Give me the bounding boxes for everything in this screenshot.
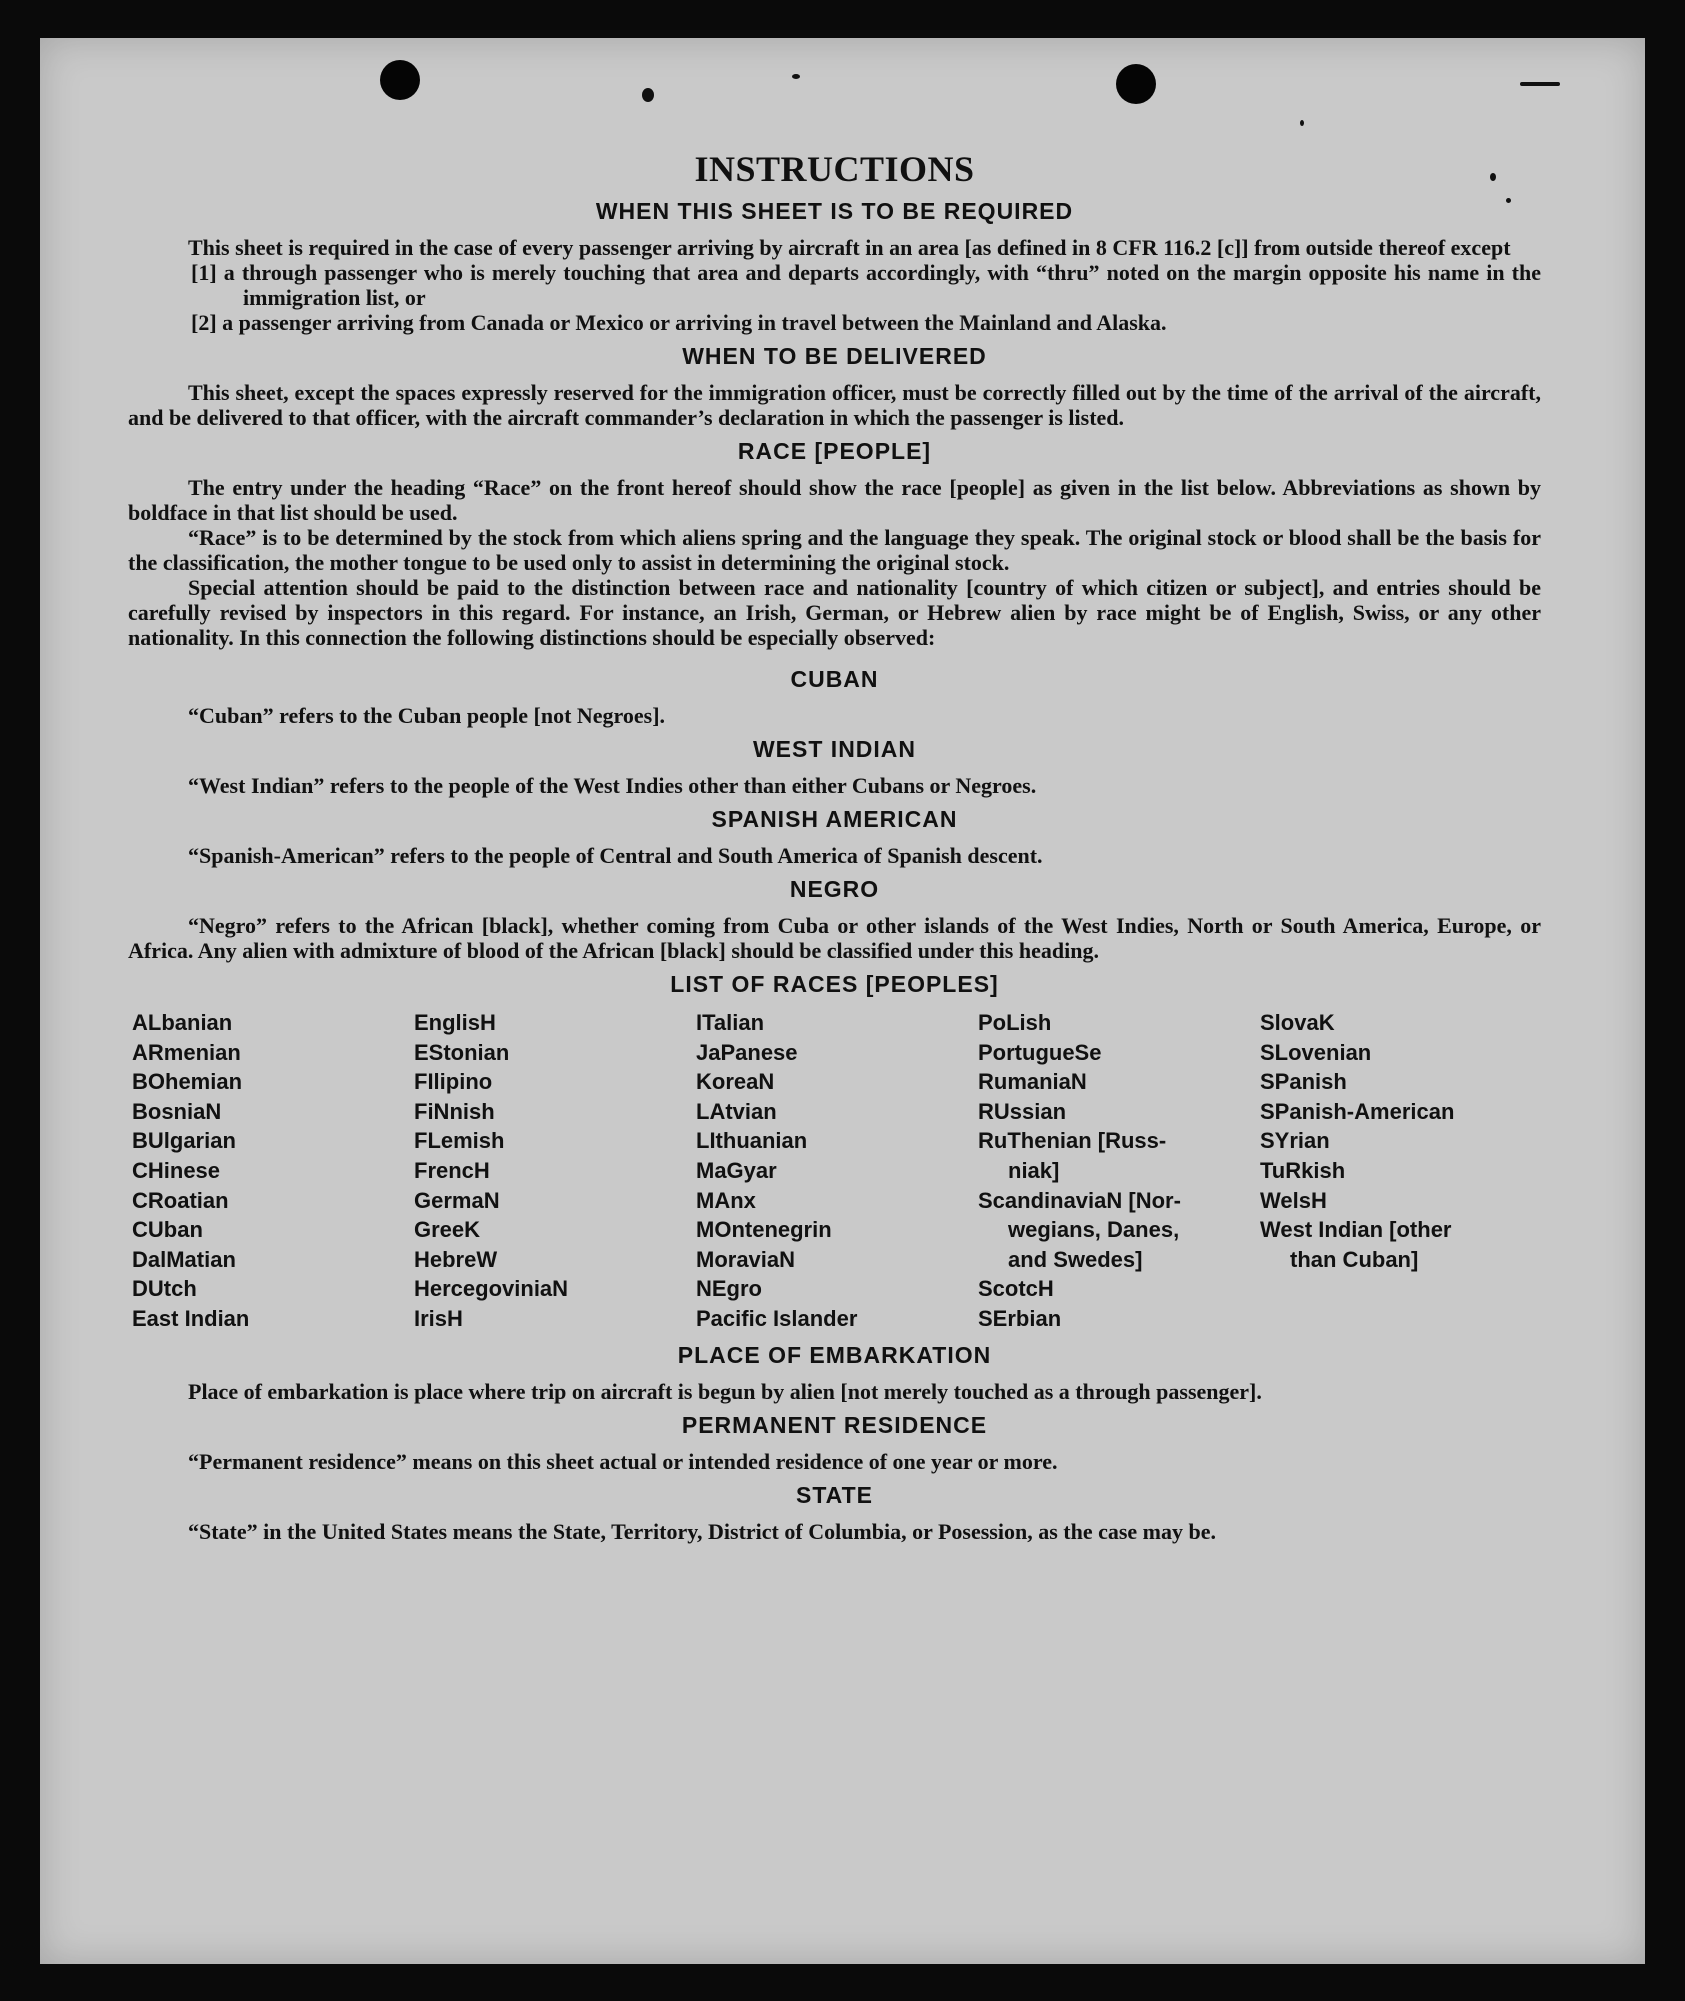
race-entry: East Indian [132, 1305, 250, 1331]
race-entry: SlovaK [1260, 1010, 1335, 1035]
race-entry: ScandinaviaN [Nor- [978, 1187, 1181, 1213]
race-entry: BUlgarian [132, 1128, 236, 1154]
race-entry: FIlipino [414, 1069, 493, 1095]
section-heading-west-indian: WEST INDIAN [752, 736, 917, 762]
race-entry: RuThenian [Russ- [978, 1128, 1167, 1154]
race-entry: GreeK [414, 1217, 481, 1243]
race-entry: RumaniaN [978, 1069, 1087, 1095]
ink-speck [792, 74, 800, 79]
race-entry: MaGyar [696, 1157, 777, 1183]
when-delivered-text: This sheet, except the spaces expressly reserved for the immigration officer, must be correctly filled out by the time of the arrival of the aircraft, and be delivered to that officer, with the aircraft commander’s declaration in which the passenger is listed. [128, 380, 1541, 430]
section-heading-when-delivered: WHEN TO BE DELIVERED [682, 343, 987, 369]
place-of-embarkation-text: Place of embarkation is place where trip on aircraft is begun by alien [not merely touched as a through passenger]. [188, 1378, 1262, 1404]
list-of-races [132, 1008, 1541, 1334]
section-heading-state: STATE [796, 1481, 873, 1508]
races-column-2 [414, 1008, 696, 1334]
race-entry-continued: and Swedes] [1008, 1246, 1143, 1272]
races-column-1 [132, 1008, 414, 1334]
exception-item-2: [2] a passenger arriving from Canada or Mexico or arriving in travel between the Mainland and Alaska. [191, 310, 1167, 335]
race-entry: EStonian [414, 1039, 510, 1065]
race-entry: ITalian [696, 1010, 765, 1035]
races-column-3 [696, 1008, 978, 1334]
race-entry: MoraviaN [696, 1246, 796, 1272]
race-paragraph-3: Special attention should be paid to the distinction between race and nationality [country of which citizen or subject], and entries should be carefully revised by inspectors in this regard. For instance, an Irish, German, or Hebrew alien by race might be of English, Swiss, or any other nationality. In this connection the following distinctions should be especially observed: [128, 575, 1541, 650]
section-heading-negro: NEGRO [789, 876, 880, 902]
section-heading-race: RACE [PEOPLE] [737, 438, 932, 464]
race-entry: KoreaN [696, 1069, 775, 1095]
race-entry: DUtch [132, 1276, 197, 1302]
race-entry: BOhemian [132, 1069, 243, 1095]
race-entry: HercegoviniaN [414, 1276, 569, 1302]
section-heading-cuban: CUBAN [790, 666, 879, 692]
ink-speck [642, 88, 654, 102]
race-entry: LIthuanian [696, 1128, 808, 1154]
race-entry: RUssian [978, 1098, 1067, 1124]
section-heading-list-of-races: LIST OF RACES [PEOPLES] [670, 971, 999, 997]
ink-speck [1520, 82, 1560, 86]
state-text: “State” in the United States means the State, Territory, District of Columbia, or Posession, as the case may be. [188, 1518, 1217, 1544]
race-entry: Pacific Islander [696, 1305, 858, 1331]
race-entry: WelsH [1260, 1187, 1327, 1213]
race-entry: LAtvian [696, 1098, 777, 1124]
section-heading-spanish-american: SPANISH AMERICAN [711, 806, 958, 832]
race-entry: FiNnish [414, 1098, 495, 1124]
race-entry: SYrian [1260, 1128, 1330, 1154]
when-required-intro: This sheet is required in the case of every passenger arriving by aircraft in an area [as defined in 8 CFR 116.2 [c]] from outside thereof except [188, 235, 1511, 260]
section-heading-place-of-embarkation: PLACE OF EMBARKATION [677, 1341, 992, 1368]
race-entry: CHinese [132, 1157, 221, 1183]
negro-text: “Negro” refers to the African [black], whether coming from Cuba or other islands of the West Indies, North or South America, Europe, or Africa. Any alien with admixture of blood of the African [black] should be classified under this heading. [128, 913, 1541, 963]
races-column-5 [1260, 1008, 1542, 1334]
races-column-4 [978, 1008, 1260, 1334]
race-entry-continued: wegians, Danes, [1008, 1217, 1180, 1243]
race-paragraph-2: “Race” is to be determined by the stock from which aliens spring and the language they speak. The original stock or blood shall be the basis for the classification, the mother tongue to be used only to assist in determining the original stock. [128, 525, 1541, 575]
race-entry: ScotcH [978, 1276, 1054, 1302]
west-indian-text: “West Indian” refers to the people of the West Indies other than either Cubans or Negroes. [188, 773, 1037, 798]
race-entry: PortugueSe [978, 1039, 1102, 1065]
exception-item-1: [1] a through passenger who is merely touching that area and departs accordingly, with “thru” noted on the margin opposite his name in the immigration list, or [191, 260, 1541, 310]
page-title: INSTRUCTIONS [694, 149, 975, 189]
race-entry: FrencH [414, 1157, 490, 1183]
race-entry: NEgro [696, 1276, 762, 1302]
race-entry: CRoatian [132, 1187, 229, 1213]
cuban-text: “Cuban” refers to the Cuban people [not Negroes]. [188, 703, 666, 728]
race-entry: JaPanese [696, 1039, 798, 1065]
instructions-content [128, 148, 1541, 1544]
ink-speck [1300, 120, 1304, 126]
punch-hole-left [380, 60, 420, 100]
race-entry: BosniaN [132, 1098, 222, 1124]
race-entry: FLemish [414, 1128, 505, 1154]
race-entry: SPanish [1260, 1069, 1347, 1095]
race-entry: ALbanian [132, 1010, 233, 1035]
race-entry: MAnx [696, 1187, 756, 1213]
race-entry: SPanish-American [1260, 1098, 1455, 1124]
race-entry: West Indian [other [1260, 1217, 1452, 1243]
spanish-american-text: “Spanish-American” refers to the people of Central and South America of Spanish descent. [188, 843, 1043, 868]
race-entry: TuRkish [1260, 1157, 1346, 1183]
race-entry: SErbian [978, 1305, 1062, 1331]
race-entry-continued: than Cuban] [1290, 1246, 1419, 1272]
race-entry: GermaN [414, 1187, 500, 1213]
race-entry: CUban [132, 1217, 203, 1243]
race-entry: EnglisH [414, 1010, 496, 1035]
race-entry-continued: niak] [1008, 1157, 1060, 1183]
section-heading-permanent-residence: PERMANENT RESIDENCE [681, 1411, 988, 1438]
permanent-residence-text: “Permanent residence” means on this sheet actual or intended residence of one year or more. [188, 1448, 1058, 1474]
race-entry: HebreW [414, 1246, 498, 1272]
race-paragraph-1: The entry under the heading “Race” on the front hereof should show the race [people] as given in the list below. Abbreviations as shown by boldface in that list should be used. [128, 475, 1541, 525]
race-entry: DalMatian [132, 1246, 236, 1272]
race-entry: SLovenian [1260, 1039, 1372, 1065]
race-entry: IrisH [414, 1305, 463, 1331]
race-entry: ARmenian [132, 1039, 241, 1065]
punch-hole-right [1116, 64, 1156, 104]
section-heading-when-required: WHEN THIS SHEET IS TO BE REQUIRED [595, 198, 1074, 224]
race-entry: MOntenegrin [696, 1217, 832, 1243]
race-entry: PoLish [978, 1010, 1052, 1035]
